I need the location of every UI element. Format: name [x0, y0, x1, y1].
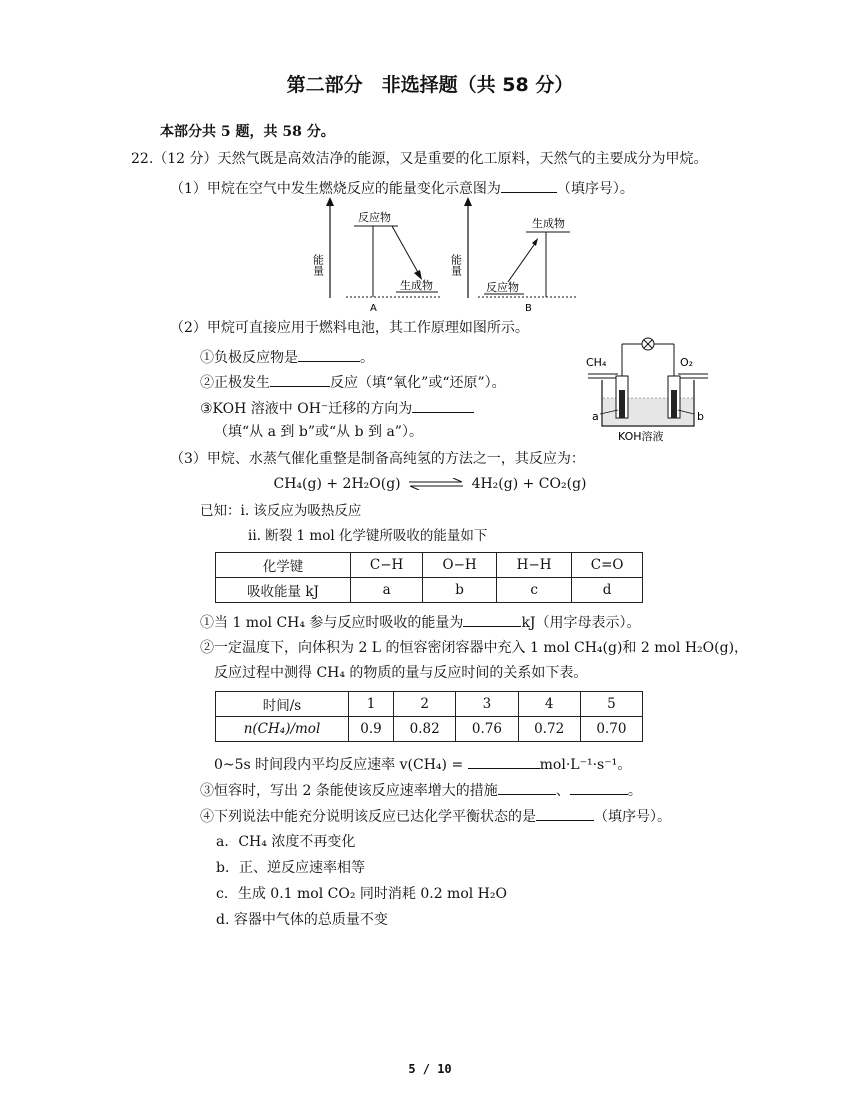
- table-row: [216, 717, 643, 742]
- electrode-a-label: a: [592, 410, 599, 423]
- product-label: 生成物: [400, 279, 433, 292]
- known-condition-1: 已知：i. 该反应为吸热反应: [200, 503, 362, 519]
- table-cell: c: [496, 578, 571, 603]
- product-label: 生成物: [532, 217, 565, 230]
- answer-blank[interactable]: [270, 372, 330, 387]
- table-header: C−H: [351, 553, 423, 578]
- part2-item1: ①负极反应物是 。: [200, 347, 374, 367]
- part2-item3: ③KOH 溶液中 OH⁻迁移的方向为: [200, 398, 474, 418]
- table-header: H−H: [496, 553, 571, 578]
- reaction-equation: CH₄(g) + 2H₂O(g) 4H₂(g) + CO₂(g): [273, 476, 587, 492]
- section-title: 第二部分 非选择题（共 58 分）: [286, 74, 574, 96]
- reactant-label: 反应物: [486, 281, 519, 294]
- section-note: 本部分共 5 题，共 58 分。: [160, 124, 335, 140]
- energy-diagram-a: [310, 196, 450, 314]
- table-header: 5: [580, 692, 642, 717]
- answer-blank[interactable]: [570, 780, 628, 795]
- diagram-tag: B: [525, 303, 532, 314]
- option-c: c．生成 0.1 mol CO₂ 同时消耗 0.2 mol H₂O: [216, 886, 507, 902]
- table-cell: b: [423, 578, 497, 603]
- part1-question: （1）甲烷在空气中发生燃烧反应的能量变化示意图为 （填序号）。: [170, 178, 634, 198]
- subquestion-3: ③恒容时，写出 2 条能使该反应速率增大的措施 、 。: [200, 780, 642, 800]
- table-cell: a: [351, 578, 423, 603]
- subquestion-4: ④下列说法中能充分说明该反应已达化学平衡状态的是 （填序号）。: [200, 806, 671, 826]
- subquestion-1: ①当 1 mol CH₄ 参与反应时吸收的能量为 kJ（用字母表示）。: [200, 612, 641, 632]
- y-axis-label: 能量: [449, 254, 463, 276]
- part2-item3-hint: （填“从 a 到 b”或“从 b 到 a”）。: [214, 424, 423, 440]
- solution-label: KOH溶液: [618, 430, 664, 443]
- table-row: [216, 578, 643, 603]
- table-header: 3: [456, 692, 518, 717]
- table-cell: 吸收能量 kJ: [216, 578, 351, 603]
- table-cell: 0.82: [394, 717, 456, 742]
- answer-blank[interactable]: [498, 780, 556, 795]
- table-header: 2: [394, 692, 456, 717]
- time-table: [215, 691, 643, 742]
- table-cell: 0.9: [349, 717, 394, 742]
- fuel-cell-diagram: [580, 330, 715, 445]
- answer-blank[interactable]: [501, 178, 557, 193]
- table-cell: 0.72: [518, 717, 580, 742]
- diagram-tag: A: [370, 303, 377, 314]
- methane-label: CH₄: [586, 356, 607, 369]
- part2-intro: （2）甲烷可直接应用于燃料电池，其工作原理如图所示。: [170, 320, 529, 336]
- part3-intro: （3）甲烷、水蒸气催化重整是制备高纯氢的方法之一，其反应为：: [170, 451, 585, 467]
- table-cell: 0.76: [456, 717, 518, 742]
- question-header: 22.（12 分）天然气既是高效洁净的能源，又是重要的化工原料，天然气的主要成分为甲烷。: [131, 151, 708, 167]
- energy-diagram-b: [448, 196, 588, 314]
- answer-blank[interactable]: [468, 754, 540, 769]
- table-header: 4: [518, 692, 580, 717]
- answer-blank[interactable]: [298, 347, 360, 362]
- oxygen-label: O₂: [680, 356, 694, 369]
- table-header: 1: [349, 692, 394, 717]
- y-axis-label: 能量: [311, 254, 325, 276]
- reactant-label: 反应物: [358, 211, 391, 224]
- subquestion-2-line1: ②一定温度下，向体积为 2 L 的恒容密闭容器中充入 1 mol CH₄(g)和 2 mol H₂O(g)，: [200, 640, 749, 656]
- option-d: d. 容器中气体的总质量不变: [216, 912, 388, 928]
- bond-energy-table: [215, 552, 643, 603]
- known-condition-2: ii. 断裂 1 mol 化学键所吸收的能量如下: [248, 528, 488, 544]
- part2-item2: ②正极发生 反应（填“氧化”或“还原”）。: [200, 372, 506, 392]
- table-header: O−H: [423, 553, 497, 578]
- table-header: C=O: [572, 553, 643, 578]
- table-row-label: n(CH₄)/mol: [216, 717, 349, 742]
- table-header: 时间/s: [216, 692, 349, 717]
- subquestion-2-line2: 反应过程中测得 CH₄ 的物质的量与反应时间的关系如下表。: [214, 665, 588, 681]
- reversible-arrow-icon: [407, 478, 465, 490]
- page-number: 5 / 10: [408, 1062, 452, 1076]
- table-row: [216, 553, 643, 578]
- answer-blank[interactable]: [463, 612, 521, 627]
- answer-blank[interactable]: [536, 806, 594, 821]
- option-b: b．正、逆反应速率相等: [216, 860, 365, 876]
- answer-blank[interactable]: [412, 398, 474, 413]
- table-header: 化学键: [216, 553, 351, 578]
- electrode-b-label: b: [697, 410, 704, 423]
- table-row: [216, 692, 643, 717]
- rate-question: 0~5s 时间段内平均反应速率 v(CH₄) = mol·L⁻¹·s⁻¹。: [214, 754, 631, 774]
- table-cell: d: [572, 578, 643, 603]
- table-cell: 0.70: [580, 717, 642, 742]
- option-a: a．CH₄ 浓度不再变化: [216, 834, 356, 850]
